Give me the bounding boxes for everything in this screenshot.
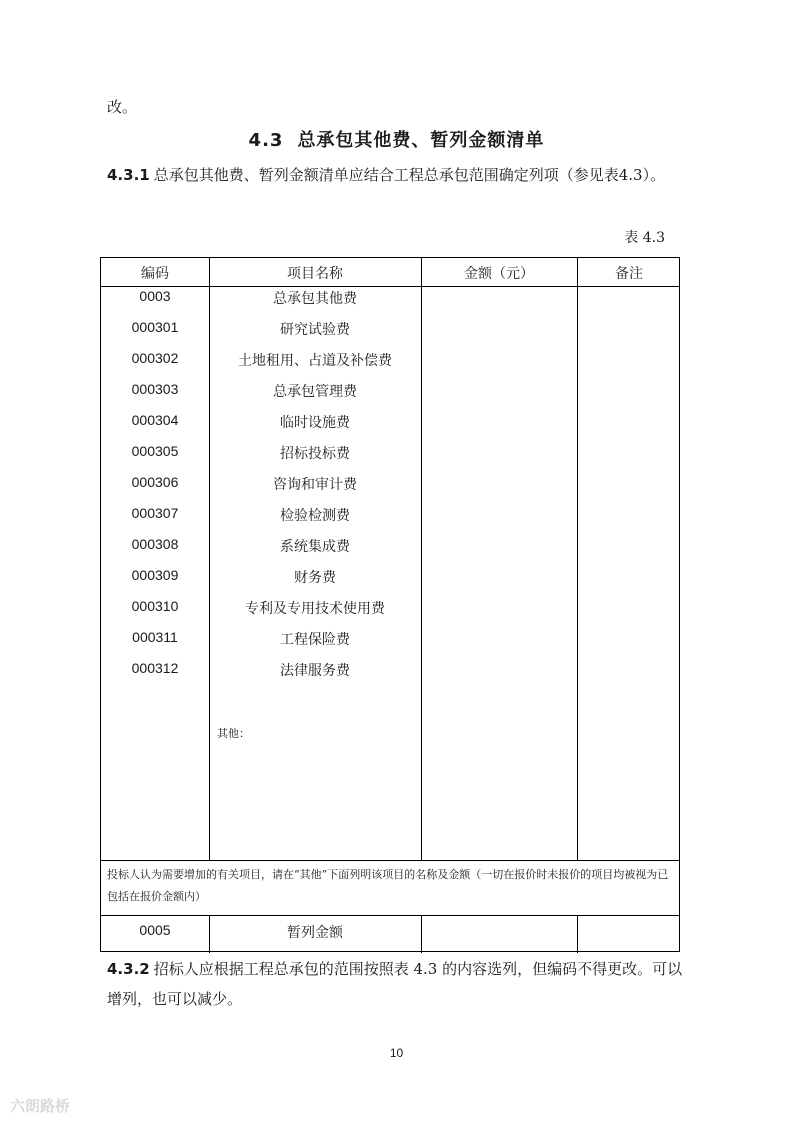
col-divider — [421, 915, 422, 953]
row-name: 财务费 — [294, 570, 336, 586]
fee-table — [100, 257, 680, 952]
clause-4-3-2 — [107, 954, 687, 1014]
row-name: 工程保险费 — [280, 632, 350, 648]
col-divider — [421, 286, 422, 860]
clause-number: 4.3.1 — [107, 166, 150, 184]
row-name: 招标投标费 — [280, 446, 350, 462]
row-code: 000305 — [131, 443, 179, 459]
row-name: 土地租用、占道及补偿费 — [238, 353, 392, 369]
row-name: 总承包其他费 — [273, 291, 357, 307]
header-remark: 备注 — [615, 266, 643, 282]
carryover-text: 改。 — [107, 98, 138, 116]
row-code: 000309 — [131, 567, 179, 583]
section-number: 4.3 — [248, 130, 284, 151]
col-divider — [577, 915, 578, 953]
row-code: 000312 — [131, 660, 179, 676]
row-name: 法律服务费 — [280, 663, 350, 679]
row-name: 专利及专用技术使用费 — [245, 601, 385, 617]
section-heading — [0, 126, 793, 152]
section-title: 总承包其他费、暂列金额清单 — [297, 130, 545, 151]
note-divider — [101, 915, 679, 916]
row-code: 000308 — [131, 536, 179, 552]
clause-number: 4.3.2 — [107, 960, 150, 978]
row-code: 000301 — [131, 319, 179, 335]
header-code: 编码 — [141, 266, 169, 282]
row-code: 000303 — [131, 381, 179, 397]
row-name: 咨询和审计费 — [273, 477, 357, 493]
row-code: 000306 — [131, 474, 179, 490]
header-amount: 金额（元） — [464, 266, 534, 282]
final-row-code: 0005 — [139, 922, 171, 938]
row-name: 临时设施费 — [280, 415, 350, 431]
row-code: 000304 — [131, 412, 179, 428]
table-caption: 表 4.3 — [624, 230, 665, 246]
others-label: 其他： — [217, 727, 250, 740]
table-note: 投标人认为需要增加的有关项目，请在“其他”下面列明该项目的名称及金额（一切在报价时未报价的项目均被视为已包括在报价金额内） — [107, 868, 669, 903]
row-code: 0003 — [139, 288, 171, 304]
clause-text: 招标人应根据工程总承包的范围按照表 4.3 的内容选列，但编码不得更改。可以增列，也可以减少。 — [107, 960, 683, 1008]
row-code: 000302 — [131, 350, 179, 366]
row-name: 研究试验费 — [280, 322, 350, 338]
body-divider — [101, 860, 679, 861]
row-name: 总承包管理费 — [273, 384, 357, 400]
row-code: 000310 — [131, 598, 179, 614]
final-row-name: 暂列金额 — [287, 925, 343, 941]
header-divider — [101, 286, 679, 287]
watermark-logo: 六朗路桥 — [10, 1097, 71, 1115]
row-code: 000311 — [132, 629, 178, 645]
col-divider — [577, 286, 578, 860]
page-number: 10 — [389, 1046, 404, 1060]
clause-4-3-1 — [107, 160, 687, 190]
row-name: 检验检测费 — [280, 508, 350, 524]
row-name: 系统集成费 — [280, 539, 350, 555]
header-name: 项目名称 — [287, 266, 343, 282]
clause-text: 总承包其他费、暂列金额清单应结合工程总承包范围确定列项（参见表4.3）。 — [153, 166, 666, 184]
row-code: 000307 — [131, 505, 179, 521]
